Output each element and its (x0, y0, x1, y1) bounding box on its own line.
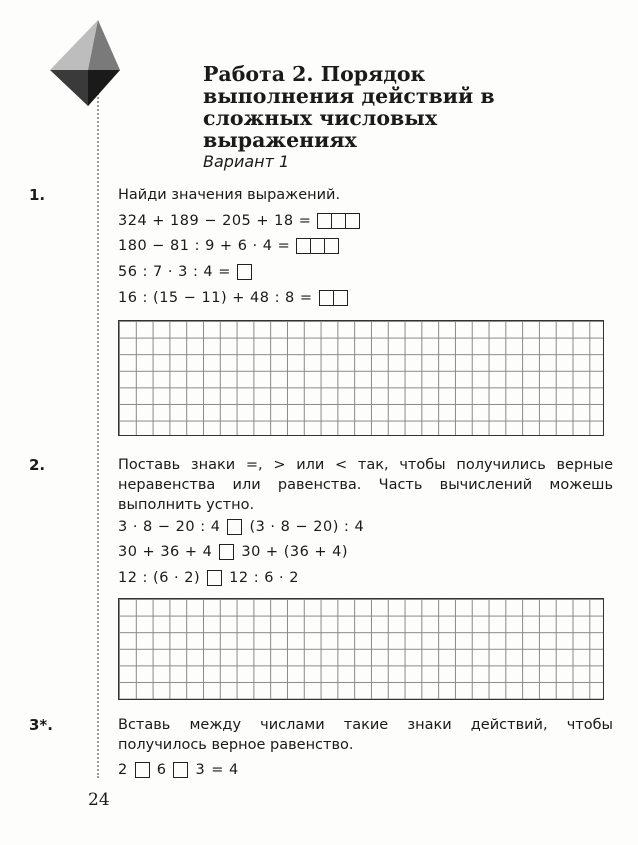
expression-text: 180 − 81 : 9 + 6 · 4 = (118, 238, 291, 254)
task3-text: Вставь между числами такие знаки действий, чтобы получилось верное равенство. (118, 717, 613, 753)
number-c: 3 (195, 762, 206, 778)
sign-box[interactable] (219, 544, 234, 560)
sign-box[interactable] (207, 570, 222, 586)
task2-comparison-1 (118, 519, 364, 535)
expression-text: 56 : 7 · 3 : 4 = (118, 264, 231, 280)
task2-comparison-2 (118, 544, 348, 560)
task1-expression-4 (118, 290, 348, 306)
comparison-left: 30 + 36 + 4 (118, 544, 213, 560)
task1-expression-3 (118, 264, 252, 280)
comparison-left: 3 · 8 − 20 : 4 (118, 519, 221, 535)
sign-box[interactable] (227, 519, 242, 535)
comparison-right: (3 · 8 − 20) : 4 (249, 519, 365, 535)
comparison-left: 12 : (6 · 2) (118, 570, 201, 586)
task1-expression-2 (118, 238, 339, 254)
operation-box[interactable] (135, 762, 150, 778)
task1-scratch-grid[interactable] (118, 320, 604, 436)
comparison-right: 30 + (36 + 4) (241, 544, 349, 560)
expression-text: 16 : (15 − 11) + 48 : 8 = (118, 290, 313, 306)
task1-expression-1 (118, 213, 360, 229)
task1-text: Найди значения выражений. (118, 187, 341, 203)
number-a: 2 (118, 762, 128, 778)
variant-label: Вариант 1 (203, 152, 290, 171)
comparison-right: 12 : 6 · 2 (229, 570, 299, 586)
page-title: Работа 2. Порядок выполнения действий в сложных числовых выражениях (203, 62, 495, 152)
margin-dotted-line (97, 78, 99, 778)
task2-number: 2. (29, 456, 46, 474)
page-number: 24 (88, 790, 110, 810)
task3-equation (118, 762, 239, 778)
task1-number: 1. (29, 186, 46, 204)
answer-boxes[interactable] (317, 213, 360, 229)
task2-text: Поставь знаки =, > или < так, чтобы получились верные неравенства или равенства. Часть вычислений можешь выполнить устно. (118, 457, 613, 513)
operation-box[interactable] (173, 762, 188, 778)
task2-comparison-3 (118, 570, 299, 586)
answer-boxes[interactable] (237, 264, 252, 280)
number-b: 6 (156, 762, 167, 778)
task2-scratch-grid[interactable] (118, 598, 604, 700)
expression-text: 324 + 189 − 205 + 18 = (118, 213, 312, 229)
task3-number: 3*. (29, 716, 53, 734)
equation-result: = 4 (211, 762, 239, 778)
corner-triangle-icon (48, 18, 123, 108)
answer-boxes[interactable] (296, 238, 339, 254)
answer-boxes[interactable] (319, 290, 348, 306)
